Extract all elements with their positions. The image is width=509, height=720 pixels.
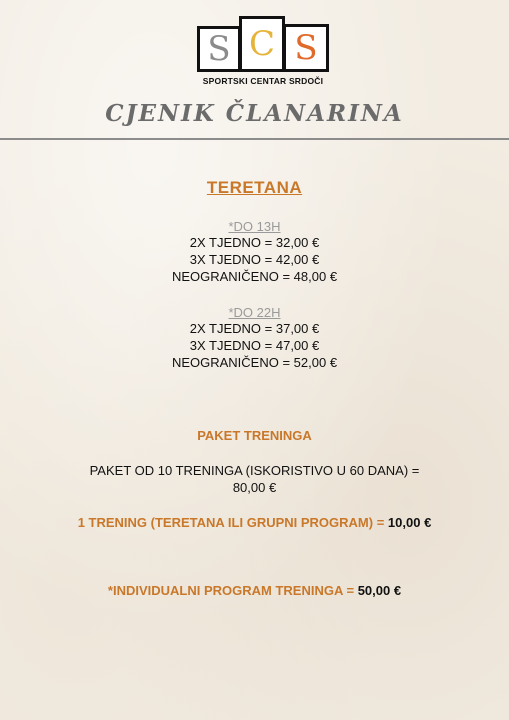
block-label: *DO 13H (228, 219, 281, 234)
paket-line-2: 80,00 € (232, 480, 277, 495)
price-line: NEOGRANIČENO = 48,00 € (171, 269, 338, 284)
price-line: 2X TJEDNO = 37,00 € (189, 321, 320, 336)
paket-heading: PAKET TRENINGA (197, 428, 312, 443)
price-line: 3X TJEDNO = 42,00 € (189, 252, 320, 267)
individual-program-line (0, 582, 509, 600)
logo-mark (193, 16, 333, 78)
price-line: 2X TJEDNO = 32,00 € (189, 235, 320, 250)
block-do-13h (0, 219, 509, 285)
page-title: CJENIK ČLANARINA (105, 100, 404, 127)
single-training-line (0, 514, 509, 532)
logo (193, 16, 333, 92)
logo-subtitle: SPORTSKI CENTAR SRDOČI (202, 76, 324, 86)
block-do-22h (0, 305, 509, 371)
price-line: NEOGRANIČENO = 52,00 € (171, 355, 338, 370)
title-divider (0, 138, 509, 140)
single-training-label: 1 TRENING (TERETANA ILI GRUPNI PROGRAM) = (77, 515, 388, 530)
logo-letter-c: C (239, 16, 285, 72)
teretana-heading: TERETANA (206, 178, 303, 197)
individual-program-label: *INDIVIDUALNI PROGRAM TRENINGA = (107, 583, 358, 598)
paket-line-1: PAKET OD 10 TRENINGA (ISKORISTIVO U 60 DANA) = (89, 463, 420, 478)
logo-letter-s2: S (283, 24, 329, 72)
block-label: *DO 22H (228, 305, 281, 320)
logo-letter-s1: S (197, 26, 241, 72)
price-line: 3X TJEDNO = 47,00 € (189, 338, 320, 353)
paket-description (0, 462, 509, 496)
single-training-price: 10,00 € (387, 515, 432, 530)
individual-program-price: 50,00 € (357, 583, 402, 598)
